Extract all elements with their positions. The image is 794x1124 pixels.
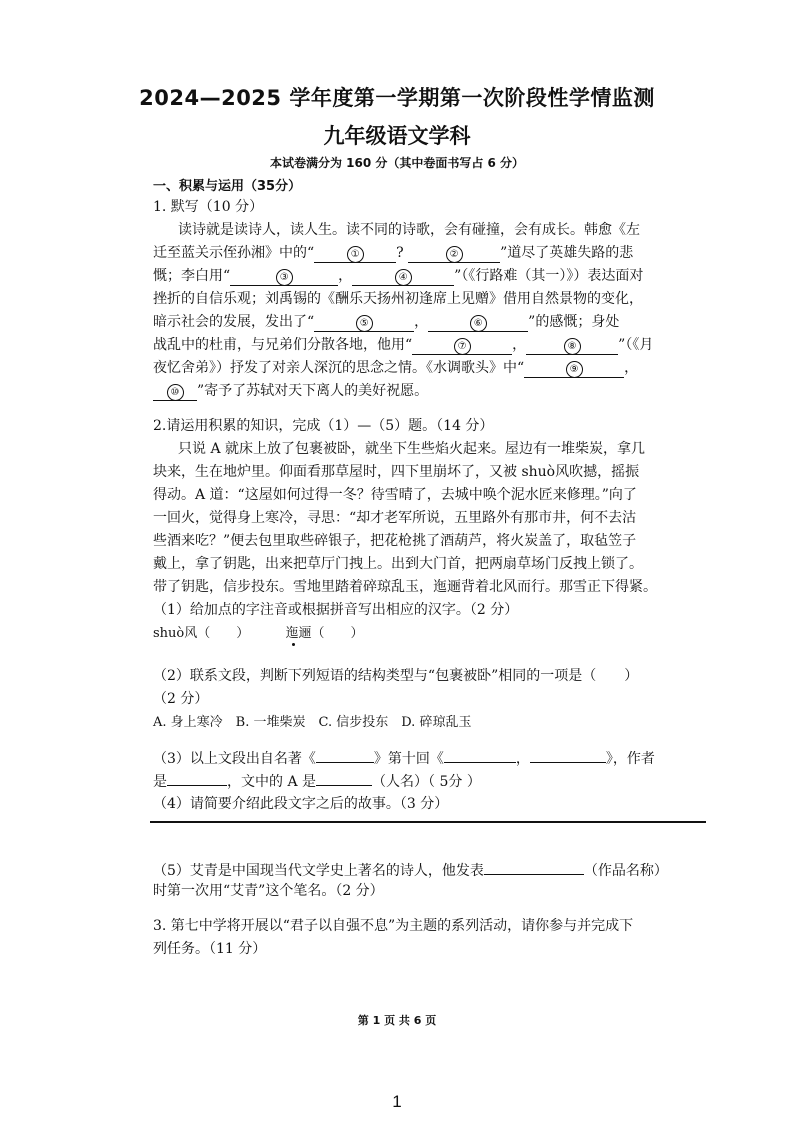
q2-sub-5-line-1: （5）艾青是中国现当代文学史上著名的诗人，他发表 （作品名称） bbox=[153, 857, 713, 883]
q2-sub-5-line-2: 时第一次用“艾青”这个笔名。（2 分） bbox=[153, 883, 384, 899]
q2-sub-3-line-1: （3）以上文段出自名著《 》第十回《 ， 》，作者 bbox=[153, 745, 713, 771]
passage-line-5: 些酒来吃？”便去包里取些碎银子，把花枪挑了酒葫芦，将火炭盖了，取毡笠子 bbox=[153, 533, 637, 549]
blank-10[interactable]: ⑩ bbox=[153, 383, 197, 401]
score-note: 本试卷满分为 160 分（其中卷面书写占 6 分） bbox=[269, 156, 525, 170]
q2-sub-1: （1）给加点的字注音或根据拼音写出相应的汉字。（2 分） bbox=[153, 602, 519, 618]
passage-line-7: 带了钥匙，信步投东。雪地里踏着碎琼乱玉，迤逦背着北风而行。那雪正下得紧。 bbox=[153, 579, 657, 595]
q3-line-1: 3. 第七中学将开展以“君子以自强不息”为主题的系列活动，请你参与并完成下 bbox=[153, 918, 634, 934]
blank-3[interactable]: ③ bbox=[230, 268, 338, 286]
q1-line-8: ⑩ ”寄予了苏轼对天下离人的美好祝愿。 bbox=[153, 380, 713, 403]
chapter-blank-1[interactable] bbox=[444, 745, 516, 763]
blank-1[interactable]: ① bbox=[314, 245, 396, 263]
dotted-char: 迤 bbox=[285, 626, 299, 641]
q1-line-3: 慨；李白用“ ③ ， ④ ”（《行路难（其一）》）表达面对 bbox=[153, 268, 644, 284]
blank-7[interactable]: ⑦ bbox=[412, 337, 512, 355]
q3-line-2: 列任务。（11 分） bbox=[153, 941, 267, 957]
q2-sub-2: （2）联系文段，判断下列短语的结构类型与“包裹被卧”相同的一项是（ ） bbox=[153, 668, 639, 684]
blank-6[interactable]: ⑥ bbox=[428, 314, 528, 332]
chapter-blank-2[interactable] bbox=[530, 745, 606, 763]
passage-line-6: 戴上，拿了钥匙，出来把草厅门拽上。出到大门首，把两扇草场门反拽上锁了。 bbox=[153, 556, 643, 572]
blank-9[interactable]: ⑨ bbox=[524, 360, 624, 378]
q1-line-1: 读诗就是读诗人，读人生。读不同的诗歌，会有碰撞，会有成长。韩愈《左 bbox=[178, 222, 640, 238]
answer-line[interactable] bbox=[150, 821, 706, 823]
author-blank[interactable] bbox=[167, 768, 227, 786]
book-title-blank[interactable] bbox=[316, 745, 374, 763]
answer-shuo[interactable]: shuò风（ ） bbox=[153, 626, 250, 641]
blank-8[interactable]: ⑧ bbox=[526, 337, 618, 355]
passage-line-3: 得动。A 道：“这屋如何过得一冬？待雪晴了，去城中唤个泥水匠来修理。”向了 bbox=[153, 487, 637, 503]
q1-line-6: 战乱中的杜甫，与兄弟们分散各地，他用“ ⑦ ， ⑧ ”（《月 bbox=[153, 337, 654, 353]
q2-sub-2-options[interactable]: A. 身上寒冷 B. 一堆柴炭 C. 信步投东 D. 碎琼乱玉 bbox=[153, 715, 472, 730]
passage-line-4: 一回火，觉得身上寒冷，寻思：“却才老军所说，五里路外有那市井，何不去沽 bbox=[153, 510, 637, 526]
page-footer: 第 1 页 共 6 页 bbox=[357, 1014, 437, 1027]
q1-heading: 1. 默写（10 分） bbox=[153, 199, 264, 215]
q2-sub-1-answers bbox=[153, 622, 713, 645]
q1-line-7: 夜忆舍弟》）抒发了对亲人深沉的思念之情。《水调歌头》中“ ⑨ ， bbox=[153, 360, 639, 376]
q2-sub-2-score: （2 分） bbox=[153, 691, 209, 707]
q1-line-2: 迁至蓝关示侄孙湘》中的“ ① ? ② ”道尽了英雄失路的悲 bbox=[153, 245, 634, 261]
answer-yili[interactable]: 逦（ ） bbox=[298, 626, 364, 641]
blank-2[interactable]: ② bbox=[408, 245, 500, 263]
q1-line-5: 暗示社会的发展，发出了“ ⑤ ， ⑥ ”的感慨；身处 bbox=[153, 314, 620, 330]
person-name-blank[interactable] bbox=[316, 768, 372, 786]
passage-line-1: 只说 A 就床上放了包裹被卧，就坐下生些焰火起来。屋边有一堆柴炭，拿几 bbox=[178, 441, 646, 457]
blank-5[interactable]: ⑤ bbox=[314, 314, 414, 332]
q2-sub-3-line-2: 是 ，文中的 A 是 （人名）（ 5分 ） bbox=[153, 768, 713, 794]
passage-line-2: 块来，生在地炉里。仰面看那草屋时，四下里崩坏了，又被 shuò风吹撼，摇振 bbox=[153, 464, 640, 480]
work-title-blank[interactable] bbox=[484, 857, 584, 875]
q2-sub-4: （4）请简要介绍此段文字之后的故事。（3 分） bbox=[153, 796, 449, 812]
page-number: 1 bbox=[392, 1092, 402, 1111]
section-heading: 一、积累与运用（35分） bbox=[153, 179, 302, 194]
q1-line-4: 挫折的自信乐观；刘禹锡的《酬乐天扬州初逢席上见赠》借用自然景物的变化， bbox=[153, 291, 643, 307]
exam-subject: 九年级语文学科 bbox=[323, 124, 471, 148]
blank-4[interactable]: ④ bbox=[352, 268, 454, 286]
exam-title: 2024—2025 学年度第一学期第一次阶段性学情监测 bbox=[139, 86, 655, 110]
q2-heading: 2.请运用积累的知识，完成（1）—（5）题。（14 分） bbox=[153, 418, 494, 434]
